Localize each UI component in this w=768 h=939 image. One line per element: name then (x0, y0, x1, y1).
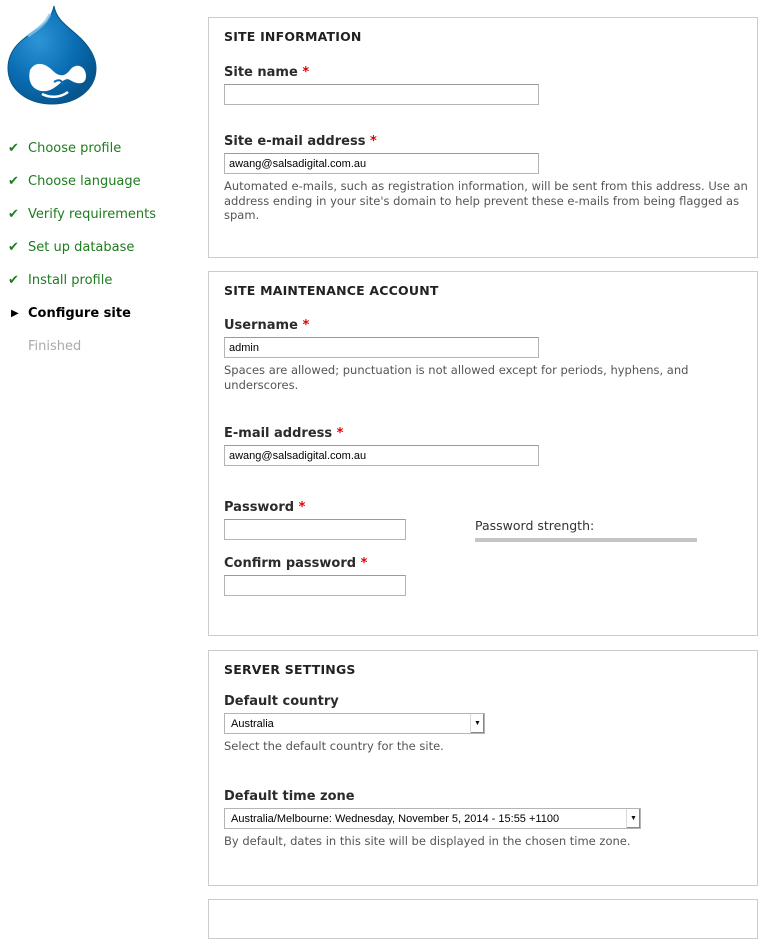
checkmark-icon: ✔ (8, 141, 19, 156)
install-steps-list (8, 140, 156, 371)
default-timezone-select[interactable] (224, 808, 641, 829)
fieldset-title: SITE INFORMATION (224, 29, 362, 44)
step-finished (8, 338, 156, 371)
step-set-up-database (8, 239, 156, 272)
fieldset-title: SITE MAINTENANCE ACCOUNT (224, 283, 439, 298)
password-input[interactable] (224, 519, 406, 540)
site-information-fieldset (208, 17, 758, 258)
step-label: Choose profile (28, 141, 122, 156)
username-label: Username * (224, 318, 310, 333)
default-country-description: Select the default country for the site. (224, 739, 444, 753)
checkmark-icon: ✔ (8, 207, 19, 222)
checkmark-icon: ✔ (8, 240, 19, 255)
dropdown-arrow-icon[interactable]: ▼ (626, 809, 640, 828)
selected-value: Australia/Melbourne: Wednesday, November 5, 2014 - 15:55 +1100 (231, 812, 560, 825)
step-verify-requirements (8, 206, 156, 239)
site-maintenance-account-fieldset (208, 271, 758, 636)
username-field (224, 318, 749, 392)
required-marker: * (369, 134, 377, 149)
fieldset-title: SERVER SETTINGS (224, 662, 356, 677)
password-strength-bar (475, 538, 697, 542)
step-label: Configure site (28, 306, 131, 321)
confirm-password-input[interactable] (224, 575, 406, 596)
default-timezone-label: Default time zone (224, 789, 355, 804)
site-email-description: Automated e-mails, such as registration information, will be sent from this address. Use an address ending in your site's domain to help prevent these e-mails from being flagged as spam. (224, 179, 748, 222)
step-configure-site (8, 305, 156, 338)
required-marker: * (298, 500, 306, 515)
server-settings-fieldset (208, 650, 758, 886)
password-strength-indicator (475, 518, 697, 542)
password-field (224, 500, 406, 540)
step-label: Choose language (28, 174, 141, 189)
password-strength-label: Password strength: (475, 518, 595, 533)
account-email-input[interactable] (224, 445, 539, 466)
checkmark-icon: ✔ (8, 273, 19, 288)
default-country-field (224, 694, 749, 754)
step-label: Verify requirements (28, 207, 157, 222)
drupal-logo-icon (6, 4, 98, 106)
dropdown-arrow-icon[interactable]: ▼ (470, 714, 484, 733)
step-label: Set up database (28, 240, 135, 255)
password-label: Password * (224, 500, 306, 515)
default-country-label: Default country (224, 694, 339, 709)
site-email-label: Site e-mail address * (224, 134, 377, 149)
username-input[interactable] (224, 337, 539, 358)
default-timezone-description: By default, dates in this site will be displayed in the chosen time zone. (224, 834, 631, 848)
step-label: Finished (28, 339, 82, 354)
site-email-input[interactable] (224, 153, 539, 174)
required-marker: * (302, 318, 310, 333)
install-sidebar (0, 0, 200, 904)
username-description: Spaces are allowed; punctuation is not allowed except for periods, hyphens, and underscores. (224, 363, 689, 392)
configure-site-form (208, 17, 758, 939)
step-choose-language (8, 173, 156, 206)
default-country-select[interactable] (224, 713, 485, 734)
account-email-label: E-mail address * (224, 426, 344, 441)
confirm-password-field (224, 556, 406, 596)
required-marker: * (360, 556, 368, 571)
confirm-password-label: Confirm password * (224, 556, 368, 571)
required-marker: * (336, 426, 344, 441)
checkmark-icon: ✔ (8, 174, 19, 189)
step-install-profile (8, 272, 156, 305)
next-fieldset-partial (208, 899, 758, 939)
step-choose-profile (8, 140, 156, 173)
required-marker: * (302, 65, 310, 80)
selected-value: Australia (231, 717, 274, 730)
default-timezone-field (224, 789, 749, 849)
site-name-field (224, 65, 539, 105)
site-email-field (224, 134, 749, 223)
site-name-label: Site name * (224, 65, 310, 80)
site-name-input[interactable] (224, 84, 539, 105)
step-label: Install profile (28, 273, 113, 288)
triangle-right-icon: ▶ (11, 308, 19, 319)
account-email-field (224, 426, 539, 466)
